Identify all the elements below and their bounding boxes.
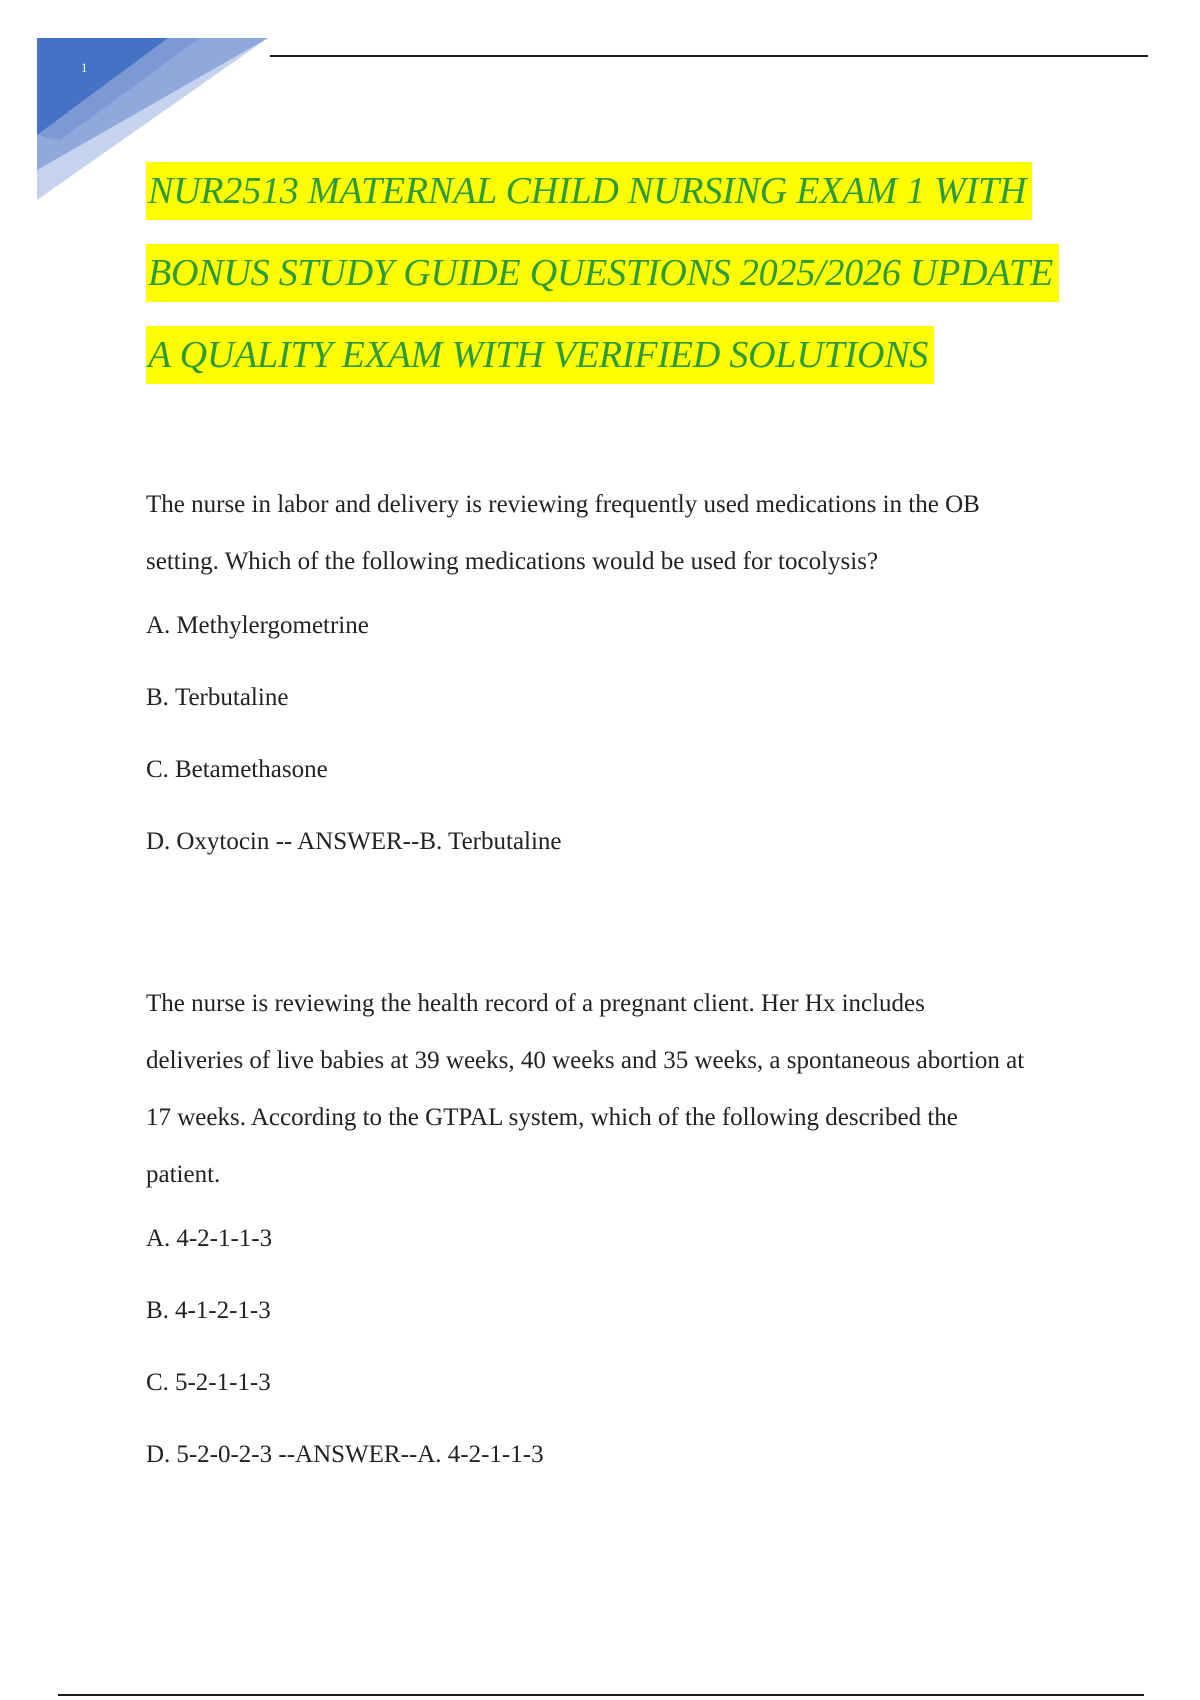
question-1 bbox=[146, 476, 1076, 878]
option-text: 5-2-0-2-3 --ANSWER--A. 4-2-1-1-3 bbox=[176, 1441, 544, 1468]
option-letter: A. bbox=[146, 612, 171, 639]
option-text: 4-2-1-1-3 bbox=[176, 1225, 273, 1252]
question-2 bbox=[146, 975, 1076, 1491]
option-letter: C. bbox=[146, 756, 169, 783]
option-text: Oxytocin -- ANSWER--B. Terbutaline bbox=[176, 828, 562, 855]
document-title bbox=[146, 150, 1059, 396]
option-text: 4-1-2-1-3 bbox=[174, 1297, 271, 1324]
option-letter: B. bbox=[146, 684, 169, 711]
answer-option bbox=[146, 1203, 1076, 1275]
header-rule bbox=[270, 55, 1148, 57]
question-stem-line: The nurse is reviewing the health record of a pregnant client. Her Hx includes bbox=[146, 990, 925, 1017]
option-letter: B. bbox=[146, 1297, 169, 1324]
option-text: 5-2-1-1-3 bbox=[174, 1369, 271, 1396]
title-line-1: NUR2513 MATERNAL CHILD NURSING EXAM 1 WITH bbox=[146, 150, 1059, 232]
footer-rule bbox=[58, 1694, 1144, 1696]
answer-option bbox=[146, 590, 1076, 662]
option-letter: C. bbox=[146, 1369, 169, 1396]
answer-option bbox=[146, 734, 1076, 806]
option-letter: D. bbox=[146, 1441, 171, 1468]
title-line-2: BONUS STUDY GUIDE QUESTIONS 2025/2026 UPDATE bbox=[146, 232, 1059, 314]
answer-option bbox=[146, 1347, 1076, 1419]
question-stem-line: patient. bbox=[146, 1161, 221, 1188]
answer-option bbox=[146, 1419, 1076, 1491]
question-stem-line: deliveries of live babies at 39 weeks, 40 weeks and 35 weeks, a spontaneous abortion at bbox=[146, 1047, 1025, 1074]
page-number: 1 bbox=[81, 60, 88, 75]
answer-option bbox=[146, 662, 1076, 734]
option-letter: D. bbox=[146, 828, 171, 855]
question-stem-line: 17 weeks. According to the GTPAL system, which of the following described the bbox=[146, 1104, 958, 1131]
answer-option bbox=[146, 806, 1076, 878]
option-text: Betamethasone bbox=[174, 756, 328, 783]
question-stem-line: setting. Which of the following medications would be used for tocolysis? bbox=[146, 548, 879, 575]
question-stem-line: The nurse in labor and delivery is reviewing frequently used medications in the OB bbox=[146, 491, 980, 518]
title-line-3: A QUALITY EXAM WITH VERIFIED SOLUTIONS bbox=[146, 314, 1059, 396]
option-text: Terbutaline bbox=[174, 684, 289, 711]
option-text: Methylergometrine bbox=[176, 612, 369, 639]
answer-option bbox=[146, 1275, 1076, 1347]
option-letter: A. bbox=[146, 1225, 171, 1252]
